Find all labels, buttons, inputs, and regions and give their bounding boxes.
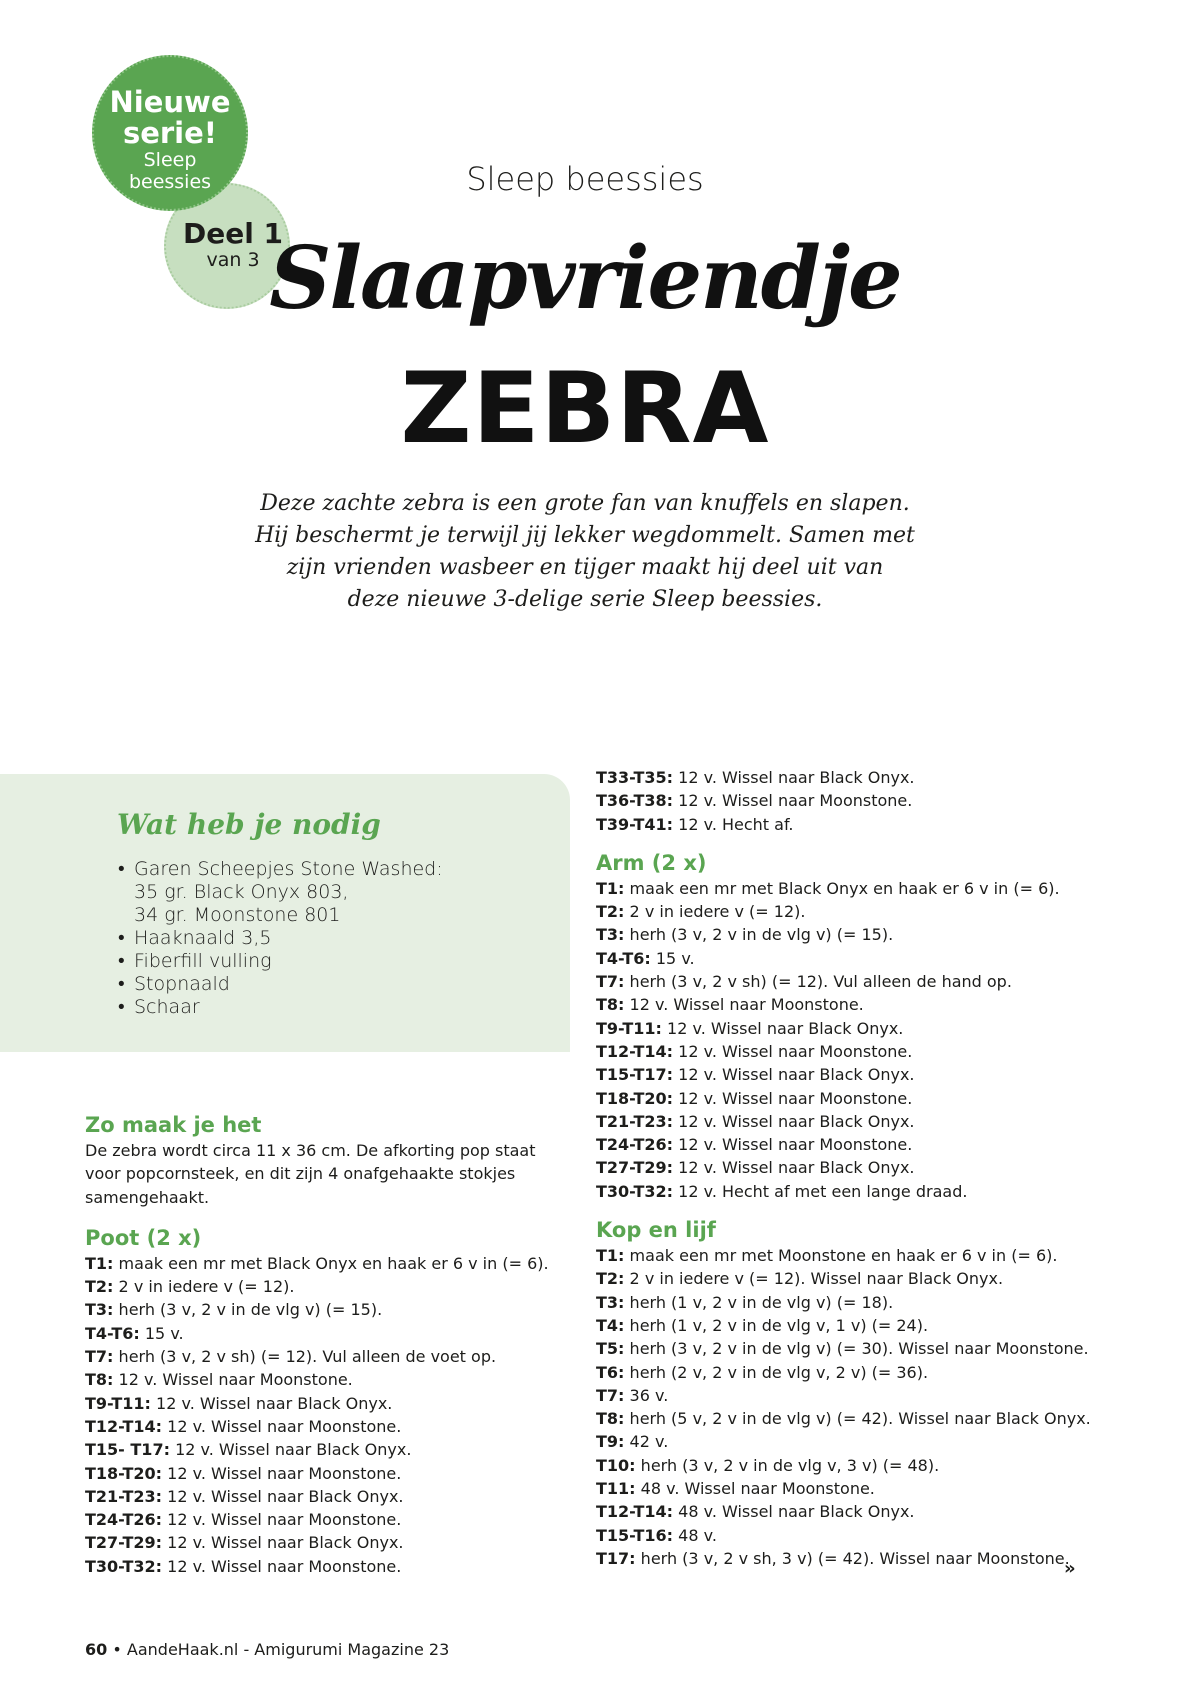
round-label: T7: — [85, 1347, 114, 1367]
instruction-row — [596, 1361, 1096, 1384]
instruction-row — [85, 1531, 555, 1554]
round-label: T30-T32: — [85, 1556, 163, 1576]
round-label: T21-T23: — [596, 1111, 674, 1131]
instruction-row — [596, 1133, 1096, 1156]
list-item: 34 gr. Moonstone 801 — [134, 904, 341, 926]
round-label: T33-T35: — [596, 768, 674, 787]
instruction-row — [596, 1500, 1096, 1523]
intro-text — [240, 488, 930, 616]
instruction-row — [85, 1392, 555, 1415]
instruction-row — [85, 1345, 555, 1368]
instruction-row — [85, 1485, 555, 1508]
instruction-row — [596, 1314, 1096, 1337]
kop-rows — [596, 1244, 1096, 1570]
instruction-row — [596, 923, 1096, 946]
round-label: T8: — [596, 995, 625, 1015]
round-text: herh (3 v, 2 v in de vlg v, 3 v) (= 48). — [640, 1455, 940, 1475]
instruction-row — [596, 1477, 1096, 1500]
instruction-row — [85, 1462, 555, 1485]
instruction-row — [596, 1524, 1096, 1547]
round-text: 12 v. Wissel naar Moonstone. — [678, 791, 913, 811]
instruction-row — [596, 1337, 1096, 1360]
round-text: herh (1 v, 2 v in de vlg v) (= 18). — [629, 1292, 894, 1312]
round-label: T5: — [596, 1339, 625, 1359]
kop-heading: Kop en lijf — [596, 1218, 716, 1243]
poot-rows — [85, 1252, 555, 1578]
round-label: T4: — [596, 1315, 625, 1335]
round-label: T24-T26: — [596, 1135, 674, 1155]
intro-line: Deze zachte zebra is een grote fan van knuffels en slapen. — [260, 491, 910, 516]
round-label: T15-T16: — [596, 1525, 674, 1545]
round-label: T2: — [596, 1269, 625, 1289]
round-label: T7: — [596, 972, 625, 992]
round-label: T1: — [85, 1253, 114, 1273]
badge-line2: serie! — [122, 116, 218, 150]
footer-text: AandeHaak.nl - Amigurumi Magazine 23 — [126, 1640, 450, 1659]
round-text: 48 v. Wissel naar Black Onyx. — [678, 1502, 915, 1522]
round-label: T1: — [596, 1246, 625, 1266]
round-label: T12-T14: — [85, 1416, 163, 1436]
round-text: herh (3 v, 2 v sh) (= 12). Vul alleen de hand op. — [629, 972, 1012, 992]
footer-bullet: • — [112, 1640, 122, 1659]
round-label: T27-T29: — [596, 1158, 674, 1178]
instruction-row — [596, 1087, 1096, 1110]
round-label: T8: — [596, 1409, 625, 1429]
round-text: 12 v. Wissel naar Moonstone. — [678, 1041, 913, 1061]
round-text: herh (2 v, 2 v in de vlg v, 2 v) (= 36). — [629, 1362, 929, 1382]
round-text: 12 v. Wissel naar Black Onyx. — [156, 1393, 393, 1413]
instruction-row — [596, 789, 1096, 812]
round-text: 12 v. Wissel naar Black Onyx. — [678, 1065, 915, 1085]
instruction-row — [596, 1180, 1096, 1203]
page-title: ZEBRA — [400, 352, 770, 466]
round-label: T6: — [596, 1362, 625, 1382]
round-label: T21-T23: — [85, 1486, 163, 1506]
instruction-row — [596, 993, 1096, 1016]
round-label: T7: — [596, 1385, 625, 1405]
round-label: T1: — [596, 878, 625, 898]
round-text: 12 v. Wissel naar Black Onyx. — [667, 1018, 904, 1038]
instruction-row — [596, 1407, 1096, 1430]
series-name: Sleep beessies — [466, 160, 704, 198]
instruction-row — [85, 1252, 555, 1275]
round-label: T11: — [596, 1479, 636, 1499]
instruction-row — [596, 1244, 1096, 1267]
round-text: 12 v. Wissel naar Moonstone. — [167, 1510, 402, 1530]
poot-heading: Poot (2 x) — [85, 1225, 202, 1250]
round-text: 12 v. Wissel naar Black Onyx. — [175, 1440, 412, 1460]
round-text: maak een mr met Black Onyx en haak er 6 v in (= 6). — [629, 878, 1060, 898]
round-label: T2: — [596, 902, 625, 922]
poot-continued-rows — [596, 766, 1096, 836]
instruction-row — [85, 1322, 555, 1345]
instruction-row — [596, 1430, 1096, 1453]
round-text: 12 v. Wissel naar Moonstone. — [678, 1088, 913, 1108]
footer — [85, 1640, 449, 1659]
instruction-row — [596, 1454, 1096, 1477]
list-item: • Schaar — [118, 996, 443, 1019]
round-text: herh (5 v, 2 v in de vlg v) (= 42). Wissel naar Black Onyx. — [629, 1409, 1091, 1429]
list-item: • Haaknaald 3,5 — [118, 927, 443, 950]
instruction-row — [85, 1275, 555, 1298]
round-label: T3: — [596, 1292, 625, 1312]
round-text: 36 v. — [629, 1385, 669, 1405]
round-label: T4-T6: — [85, 1323, 140, 1343]
instruction-row — [596, 1040, 1096, 1063]
round-text: 2 v in iedere v (= 12). — [118, 1277, 295, 1297]
round-text: 12 v. Wissel naar Black Onyx. — [167, 1486, 404, 1506]
round-text: 12 v. Wissel naar Black Onyx. — [678, 768, 915, 787]
left-column — [85, 1112, 555, 1578]
arm-rows — [596, 877, 1096, 1203]
round-label: T12-T14: — [596, 1502, 674, 1522]
round-text: 12 v. Hecht af met een lange draad. — [678, 1181, 968, 1201]
round-label: T15-T17: — [596, 1065, 674, 1085]
instruction-row — [596, 1063, 1096, 1086]
round-label: T15- T17: — [85, 1440, 170, 1460]
round-text: 12 v. Hecht af. — [678, 814, 794, 834]
round-text: 12 v. Wissel naar Moonstone. — [167, 1463, 402, 1483]
list-item: • Fiberfill vulling — [118, 950, 443, 973]
round-text: herh (3 v, 2 v in de vlg v) (= 15). — [118, 1300, 383, 1320]
round-text: 12 v. Wissel naar Black Onyx. — [678, 1158, 915, 1178]
round-text: 15 v. — [655, 948, 695, 968]
intro-line: deze nieuwe 3-delige serie Sleep beessies. — [347, 587, 823, 612]
howto-line: De zebra wordt circa 11 x 36 cm. De afkorting pop staat — [85, 1141, 536, 1160]
instruction-row — [596, 900, 1096, 923]
round-label: T3: — [85, 1300, 114, 1320]
intro-line: zijn vrienden wasbeer en tijger maakt hij deel uit van — [286, 555, 884, 580]
list-item: 35 gr. Black Onyx 803, — [134, 881, 349, 903]
round-text: herh (3 v, 2 v sh, 3 v) (= 42). Wissel naar Moonstone. — [640, 1548, 1070, 1568]
instruction-row — [85, 1508, 555, 1531]
round-label: T24-T26: — [85, 1510, 163, 1530]
instruction-row — [596, 1017, 1096, 1040]
instruction-row — [596, 766, 1096, 789]
round-text: 48 v. — [678, 1525, 717, 1545]
round-label: T39-T41: — [596, 814, 674, 834]
instruction-row — [596, 1156, 1096, 1179]
badge-line3: Sleep — [143, 149, 197, 171]
round-label: T2: — [85, 1277, 114, 1297]
round-text: herh (3 v, 2 v sh) (= 12). Vul alleen de voet op. — [118, 1347, 497, 1367]
instruction-row — [596, 947, 1096, 970]
round-text: 48 v. Wissel naar Moonstone. — [640, 1479, 875, 1499]
round-label: T18-T20: — [596, 1088, 674, 1108]
howto-heading: Zo maak je het — [85, 1113, 262, 1137]
round-label: T18-T20: — [85, 1463, 163, 1483]
round-text: 12 v. Wissel naar Black Onyx. — [167, 1533, 404, 1553]
round-label: T9: — [596, 1432, 625, 1452]
round-text: 12 v. Wissel naar Moonstone. — [118, 1370, 353, 1390]
needs-title: Wat heb je nodig — [117, 808, 381, 841]
page-number: 60 — [85, 1640, 108, 1659]
list-item: • Stopnaald — [118, 973, 443, 996]
round-label: T4-T6: — [596, 948, 651, 968]
howto-line: samengehaakt. — [85, 1187, 210, 1207]
arm-heading: Arm (2 x) — [596, 850, 707, 875]
instruction-row — [596, 813, 1096, 836]
round-label: T10: — [596, 1455, 636, 1475]
round-text: 12 v. Wissel naar Moonstone. — [678, 1135, 913, 1155]
needs-list — [118, 858, 443, 1019]
round-label: T27-T29: — [85, 1533, 163, 1553]
round-text: 12 v. Wissel naar Moonstone. — [629, 995, 864, 1015]
script-title: Slaapvriendje — [269, 228, 901, 329]
instruction-row — [596, 1291, 1096, 1314]
next-page-arrow: » — [1064, 1558, 1076, 1579]
instruction-row — [596, 1384, 1096, 1407]
list-item: • Garen Scheepjes Stone Washed: — [118, 858, 443, 881]
round-label: T9-T11: — [85, 1393, 151, 1413]
howto-line: voor popcornsteek, en dit zijn 4 onafgehaakte stokjes — [85, 1164, 516, 1184]
round-label: T3: — [596, 925, 625, 945]
round-label: T9-T11: — [596, 1018, 662, 1038]
round-label: T12-T14: — [596, 1041, 674, 1061]
round-text: 12 v. Wissel naar Black Onyx. — [678, 1111, 915, 1131]
round-label: T36-T38: — [596, 791, 674, 811]
round-text: 15 v. — [144, 1323, 184, 1343]
round-label: T30-T32: — [596, 1181, 674, 1201]
round-text: 2 v in iedere v (= 12). — [629, 902, 806, 922]
instruction-row — [85, 1438, 555, 1461]
badge-line1: Nieuwe — [109, 85, 231, 119]
round-text: herh (1 v, 2 v in de vlg v, 1 v) (= 24). — [629, 1315, 929, 1335]
howto-text — [85, 1139, 555, 1209]
round-text: 2 v in iedere v (= 12). Wissel naar Black Onyx. — [629, 1269, 1004, 1289]
instruction-row — [596, 1110, 1096, 1133]
instruction-row — [85, 1555, 555, 1578]
round-text: herh (3 v, 2 v in de vlg v) (= 30). Wissel naar Moonstone. — [629, 1339, 1089, 1359]
badge-van: van 3 — [206, 249, 260, 271]
round-text: 12 v. Wissel naar Moonstone. — [167, 1416, 402, 1436]
right-column — [596, 766, 1096, 1570]
instruction-row — [85, 1368, 555, 1391]
instruction-row — [596, 1547, 1096, 1570]
round-text: 12 v. Wissel naar Moonstone. — [167, 1556, 402, 1576]
instruction-row — [596, 970, 1096, 993]
badge-deel: Deel 1 — [182, 217, 284, 250]
instruction-row — [85, 1298, 555, 1321]
round-label: T17: — [596, 1548, 636, 1568]
round-label: T8: — [85, 1370, 114, 1390]
round-text: herh (3 v, 2 v in de vlg v) (= 15). — [629, 925, 894, 945]
instruction-row — [596, 877, 1096, 900]
round-text: 42 v. — [629, 1432, 669, 1452]
instruction-row — [596, 1267, 1096, 1290]
round-text: maak een mr met Black Onyx en haak er 6 v in (= 6). — [118, 1253, 549, 1273]
instruction-row — [85, 1415, 555, 1438]
badge-line4: beessies — [128, 171, 212, 193]
intro-line: Hij beschermt je terwijl jij lekker wegdommelt. Samen met — [255, 523, 915, 548]
round-text: maak een mr met Moonstone en haak er 6 v in (= 6). — [629, 1246, 1058, 1266]
